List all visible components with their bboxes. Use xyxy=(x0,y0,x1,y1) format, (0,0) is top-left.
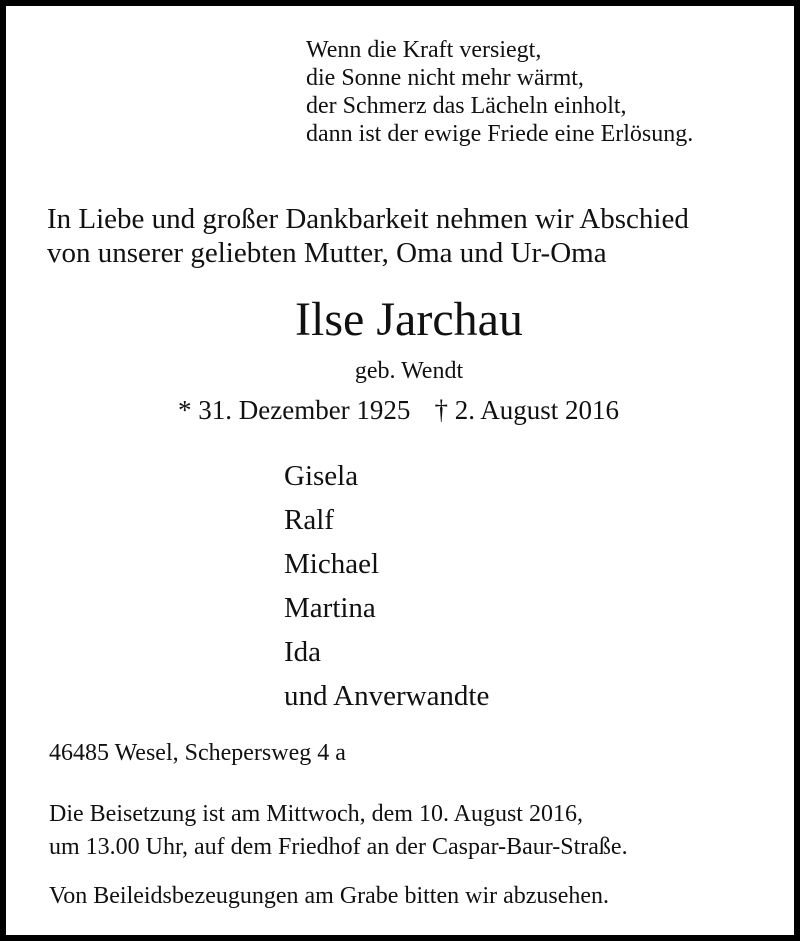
funeral-line: um 13.00 Uhr, auf dem Friedhof an der Caspar-Baur-Straße. xyxy=(49,834,628,860)
mourner-name: Ida xyxy=(284,636,322,668)
memorial-poem xyxy=(306,36,693,148)
mourners-list xyxy=(284,454,489,718)
mourner-name: Gisela xyxy=(284,460,359,492)
life-dates xyxy=(178,394,619,426)
funeral-line: Die Beisetzung ist am Mittwoch, dem 10. August 2016, xyxy=(49,801,583,827)
funeral-details xyxy=(49,798,628,864)
birth-date: * 31. Dezember 1925 xyxy=(178,395,411,425)
intro-line: In Liebe und großer Dankbarkeit nehmen wir Abschied xyxy=(47,203,689,235)
deceased-name: Ilse Jarchau xyxy=(295,293,523,346)
farewell-intro xyxy=(47,202,689,270)
family-address: 46485 Wesel, Schepersweg 4 a xyxy=(49,740,346,766)
mourner-name: Michael xyxy=(284,548,380,580)
poem-line: die Sonne nicht mehr wärmt, xyxy=(306,65,584,91)
death-date: † 2. August 2016 xyxy=(434,395,619,425)
maiden-name: geb. Wendt xyxy=(354,358,464,384)
intro-line: von unserer geliebten Mutter, Oma und Ur-Oma xyxy=(47,237,607,269)
mourner-name: und Anverwandte xyxy=(284,680,490,712)
poem-line: dann ist der ewige Friede eine Erlösung. xyxy=(306,121,694,147)
poem-line: der Schmerz das Lächeln einholt, xyxy=(306,93,627,119)
condolence-note: Von Beileidsbezeugungen am Grabe bitten wir abzusehen. xyxy=(49,883,610,909)
poem-line: Wenn die Kraft versiegt, xyxy=(306,37,542,63)
mourner-name: Ralf xyxy=(284,504,334,536)
mourner-name: Martina xyxy=(284,592,376,624)
